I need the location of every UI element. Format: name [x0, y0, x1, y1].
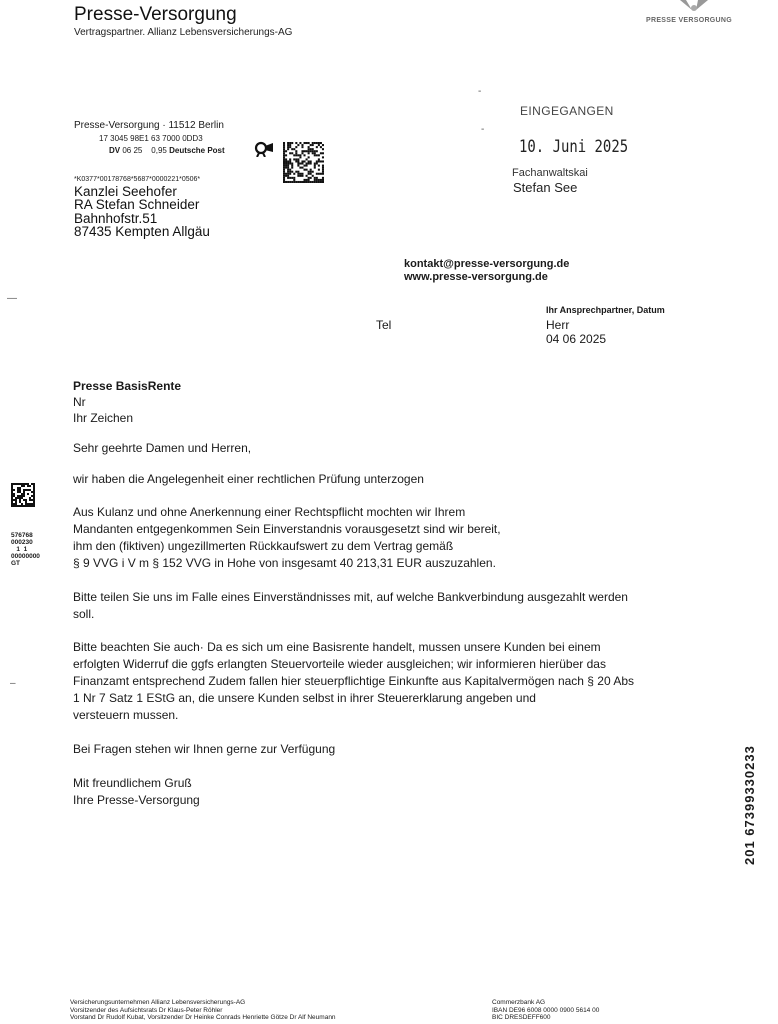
footer-line: BIC DRESDEFF600: [492, 1014, 551, 1021]
franking-carrier: Deutsche Post: [169, 146, 225, 155]
vertical-document-id: 201 67399330233: [742, 745, 757, 865]
footer-line: Commerzbank AG: [492, 999, 546, 1006]
footer-line: IBAN DE96 6008 0000 0900 5614 00: [492, 1006, 600, 1014]
footer-line: Vorstand Dr Rudolf Kubat, Vorsitzender Dr Heinke Conrads Henriette Götze Dr Alf Neumann: [70, 1014, 336, 1021]
paragraph-2-line: ihm den (fiktiven) ungezillmerten Rückkaufswert zu dem Vertrag gemäß: [73, 539, 454, 553]
received-stamp-name: Stefan See: [513, 180, 578, 195]
barcode-text: *K0377*00178768*5687*0000221*0506*: [74, 176, 201, 183]
fold-mark: –: [10, 678, 16, 689]
footer-line: Versicherungsunternehmen Allianz Lebensversicherungs-AG: [70, 999, 246, 1006]
paragraph-4-line: Bitte beachten Sie auch· Da es sich um eine Basisrente handelt, mussen unsere Kunden bei einem: [73, 640, 601, 654]
franking-prefix: DV: [109, 146, 121, 155]
footer-bank-info: [492, 999, 599, 1022]
paragraph-2-line: Aus Kulanz und ohne Anerkennung einer Rechtspflicht mochten wir Ihrem: [73, 505, 466, 519]
contact-email[interactable]: kontakt@presse-versorgung.de: [404, 258, 570, 270]
tel-label: Tel: [376, 318, 392, 332]
posthorn-icon: [254, 141, 274, 162]
recipient-line: RA Stefan Schneider: [74, 197, 200, 212]
paragraph-4-line: 1 Nr 7 Satz 1 EStG an, die unsere Kunden selbst in ihrer Steuererklarung angeben und: [73, 691, 536, 705]
received-stamp-role: Fachanwaltskai: [512, 167, 588, 179]
signature: Ihre Presse-Versorgung: [73, 793, 200, 807]
paragraph-4-line: Finanzamt entsprechend Zudem fallen hier steuerpflichtige Einkunfte aus Kapitalvermögen nach § 20 Abs: [73, 674, 634, 688]
recipient-line: Kanzlei Seehofer: [74, 184, 177, 199]
franking-amount: 0,95: [151, 146, 167, 155]
subject-title: Presse BasisRente: [73, 379, 182, 393]
sender-line: Presse-Versorgung · 11512 Berlin: [74, 120, 224, 131]
nr-label: Nr: [73, 395, 86, 409]
reference-salutation: Herr: [546, 318, 570, 332]
closing: Mit freundlichem Gruß: [73, 776, 192, 790]
paragraph-2-line: § 9 VVG i V m § 152 VVG in Hohe von insgesamt 40 213,31 EUR auszuzahlen.: [73, 556, 496, 570]
logo-mark-icon: [640, 0, 750, 18]
logo-text: PRESSE VERSORGUNG: [646, 17, 733, 24]
datamatrix-code-icon: [283, 142, 324, 188]
paragraph-4-line: erfolgten Widerruf die ggfs erlangten Steuervorteile wieder ausgleichen; wir informieren hierüber das: [73, 657, 606, 671]
company-logo: [640, 0, 750, 30]
reference-heading: Ihr Ansprechpartner, Datum: [546, 305, 665, 315]
paragraph-1: wir haben die Angelegenheit einer rechtlichen Prüfung unterzogen: [73, 472, 424, 486]
side-datamatrix-icon: [11, 483, 35, 512]
received-stamp-label: EINGEGANGEN: [520, 104, 614, 118]
franking-line: [109, 146, 225, 155]
paragraph-3-line: Bitte teilen Sie uns im Falle eines Einverständnisses mit, auf welche Bankverbindung ausgezahlt werden: [73, 590, 628, 604]
received-stamp-date: 10. Juni 2025: [519, 137, 629, 157]
recipient-line: Bahnhofstr.51: [74, 211, 158, 226]
margin-dash: ‑: [481, 124, 485, 135]
margin-dash: ‑: [478, 86, 482, 97]
footer-line: Vorsitzender des Aufsichtsrats Dr Klaus-Peter Röhler: [70, 1006, 223, 1014]
greeting: Sehr geehrte Damen und Herren,: [73, 441, 252, 455]
paragraph-5: Bei Fragen stehen wir Ihnen gerne zur Verfügung: [73, 742, 336, 756]
footer-company-info: [70, 999, 336, 1022]
reference-date: 04 06 2025: [546, 332, 607, 346]
recipient-line: 87435 Kempten Allgäu: [74, 224, 210, 239]
company-subtitle: Vertragspartner. Allianz Lebensversicherungs-AG: [74, 27, 293, 38]
paragraph-3-line: soll.: [73, 607, 95, 621]
paragraph-4-line: versteuern mussen.: [73, 708, 179, 722]
postal-code-line: 17 3045 98E1 63 7000 0DD3: [99, 134, 203, 143]
side-codes: 576768 000230 1 1 00000000 GT: [11, 532, 40, 567]
paragraph-2-line: Mandanten entgegenkommen Sein Einverstandnis vorausgesetzt sind wir bereit,: [73, 522, 501, 536]
fold-mark: —: [7, 293, 17, 304]
company-name: Presse-Versorgung: [74, 4, 237, 25]
zeichen-label: Ihr Zeichen: [73, 411, 134, 425]
contact-website[interactable]: www.presse-versorgung.de: [404, 271, 548, 283]
franking-code: 06 25: [122, 146, 143, 155]
